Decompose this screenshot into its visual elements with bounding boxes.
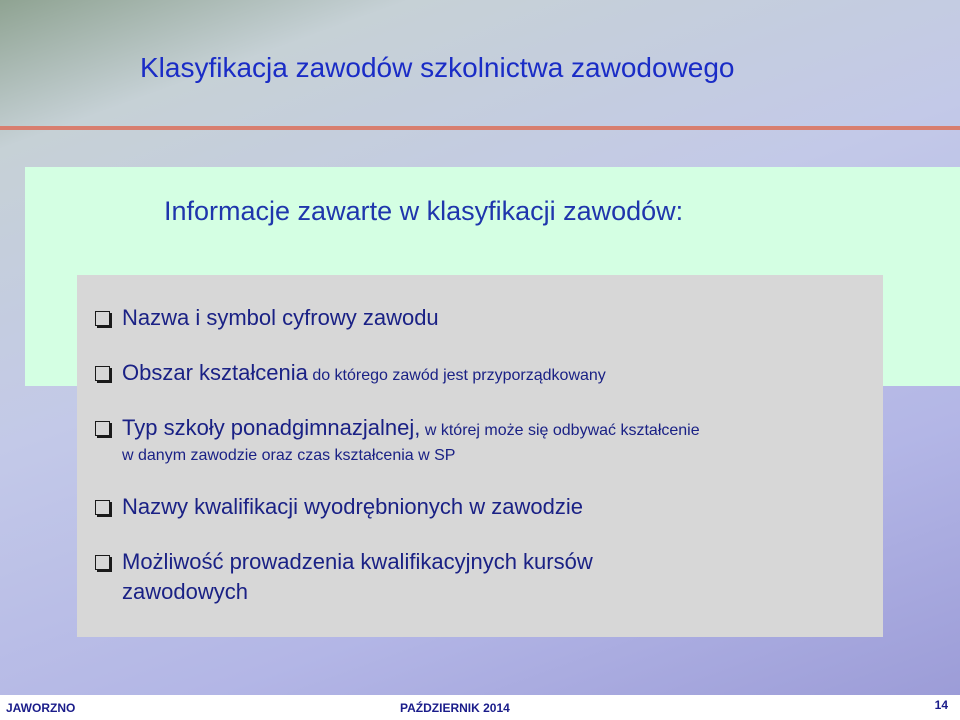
footer-location: JAWORZNO [6, 701, 76, 715]
list-item-continuation: w danym zawodzie oraz czas kształcenia w SP [122, 447, 456, 464]
list-item-main: Obszar kształcenia [122, 360, 308, 385]
list-item-main: Możliwość prowadzenia kwalifikacyjnych kursów [122, 549, 593, 574]
list-item-5 [95, 549, 593, 605]
checkbox-bullet-icon [95, 421, 110, 436]
list-item-main: Typ szkoły ponadgimnazjalnej, [122, 415, 421, 440]
slide-title: Klasyfikacja zawodów szkolnictwa zawodowego [140, 52, 735, 83]
footer-date: PAŹDZIERNIK 2014 [400, 701, 510, 715]
title-divider [0, 126, 960, 130]
list-item-note: do którego zawód jest przyporządkowany [312, 367, 606, 384]
checkbox-bullet-icon [95, 311, 110, 326]
list-item-2 [95, 360, 606, 386]
list-item-main: Nazwa i symbol cyfrowy zawodu [122, 305, 439, 330]
list-item-3 [95, 415, 700, 465]
list-item-main: Nazwy kwalifikacji wyodrębnionych w zawodzie [122, 494, 583, 519]
list-item-4 [95, 494, 583, 520]
slide-footer [0, 695, 960, 720]
list-item-1 [95, 305, 439, 331]
footer-page-number: 14 [934, 698, 948, 712]
list-item-continuation: zawodowych [122, 579, 248, 604]
checkbox-bullet-icon [95, 366, 110, 381]
slide-subtitle: Informacje zawarte w klasyfikacji zawodów: [164, 196, 684, 226]
list-item-note: w której może się odbywać kształcenie [424, 422, 700, 439]
checkbox-bullet-icon [95, 500, 110, 515]
checkbox-bullet-icon [95, 555, 110, 570]
